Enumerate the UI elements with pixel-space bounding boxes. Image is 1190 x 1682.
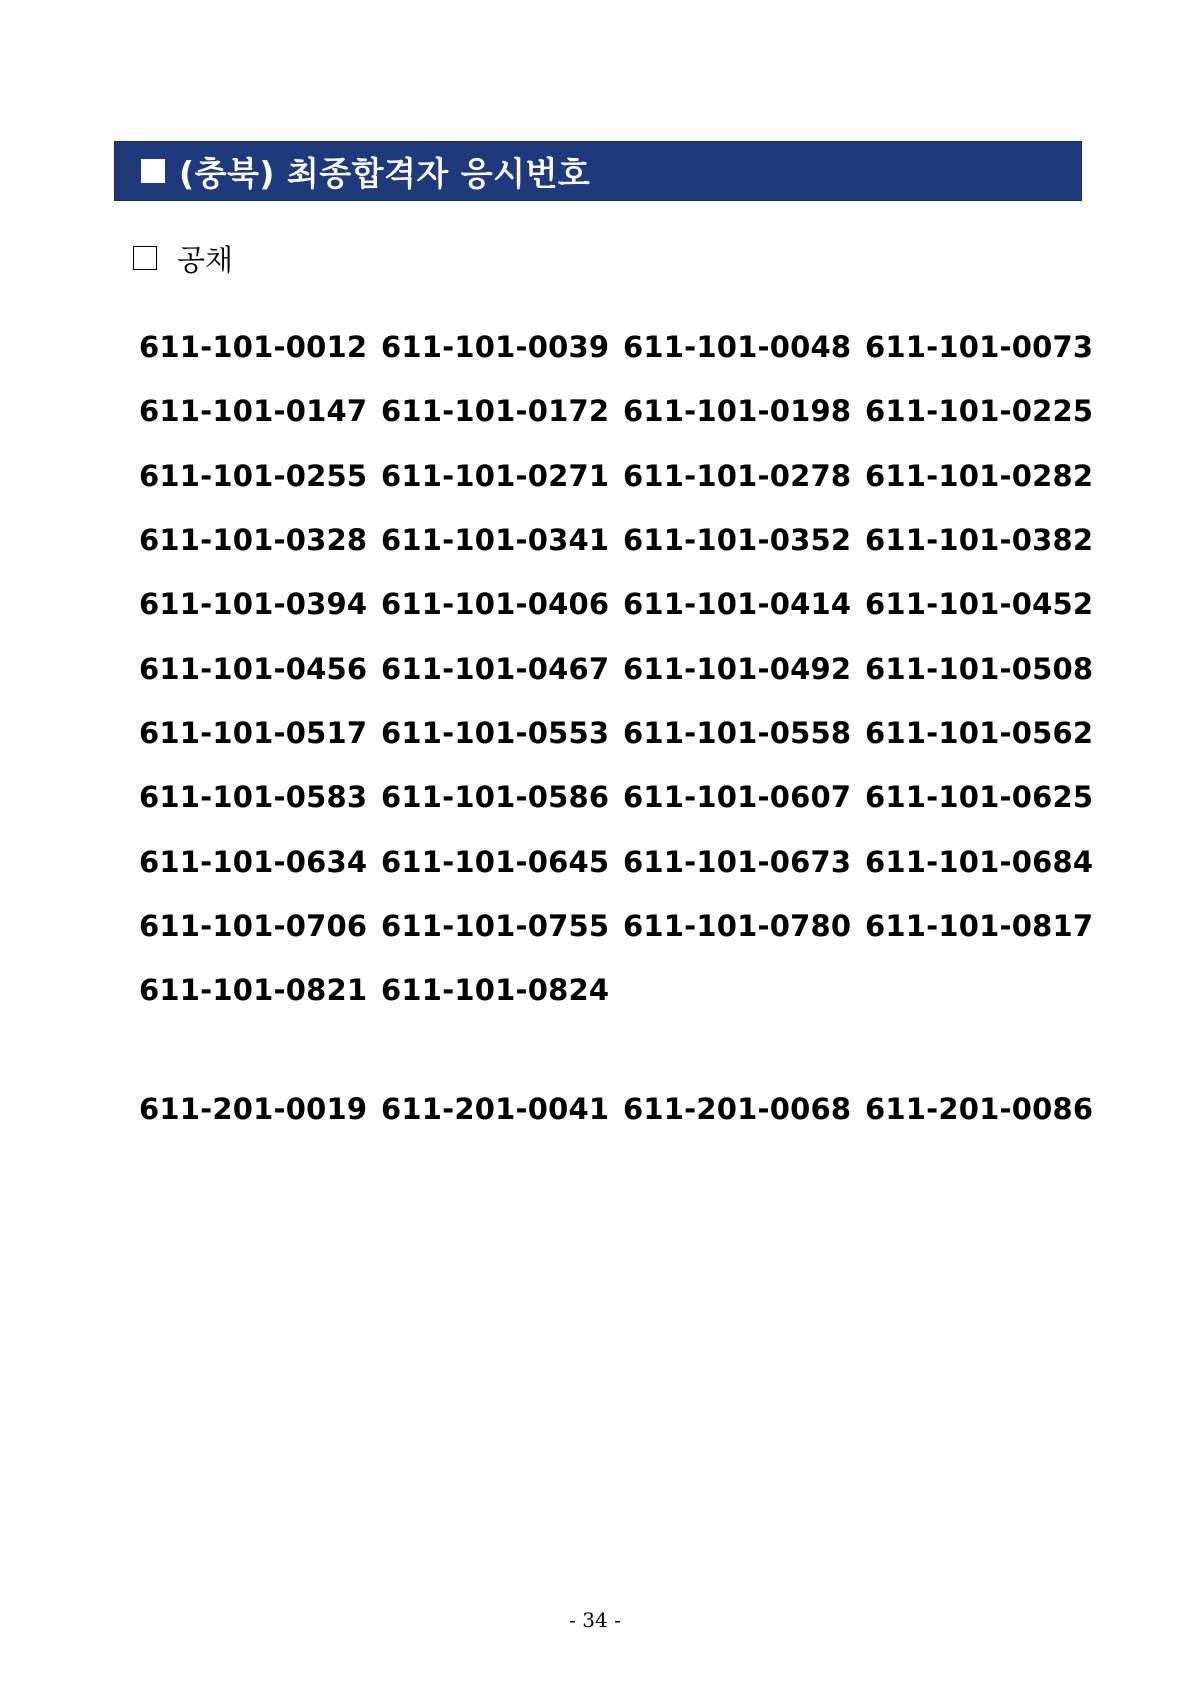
exam-number-row [139,379,1109,443]
exam-number: 611-101-0492 [623,651,852,686]
subsection-heading [133,238,233,278]
exam-number: 611-101-0414 [623,587,852,622]
exam-number: 611-201-0041 [381,1092,610,1127]
exam-number: 611-201-0019 [139,1092,368,1127]
exam-number-row [139,636,1109,700]
exam-number: 611-101-0824 [381,973,610,1008]
exam-number: 611-101-0225 [865,394,1094,429]
exam-number: 611-101-0508 [865,651,1094,686]
exam-number: 611-101-0517 [139,715,368,750]
exam-number: 611-101-0706 [139,908,368,943]
exam-number: 611-101-0817 [865,908,1094,943]
exam-number: 611-101-0282 [865,458,1094,493]
exam-number: 611-101-0012 [139,330,368,365]
section-title: (충북) 최종합격자 응시번호 [179,153,591,193]
exam-number: 611-101-0625 [865,780,1094,815]
exam-number: 611-101-0352 [623,523,852,558]
exam-number: 611-101-0147 [139,394,368,429]
exam-number: 611-101-0341 [381,523,610,558]
exam-number: 611-101-0278 [623,458,852,493]
exam-number: 611-101-0406 [381,587,610,622]
exam-number: 611-101-0039 [381,330,610,365]
subsection-label: 공채 [177,242,234,277]
exam-number-row [139,1077,1109,1141]
exam-number: 611-101-0382 [865,523,1094,558]
exam-number: 611-101-0271 [381,458,610,493]
exam-number: 611-101-0821 [139,973,368,1008]
exam-number: 611-101-0562 [865,715,1094,750]
exam-number: 611-101-0452 [865,587,1094,622]
exam-number-row [139,444,1109,508]
exam-number: 611-101-0583 [139,780,368,815]
exam-number: 611-101-0456 [139,651,368,686]
black-square-bullet-icon [141,159,165,183]
exam-number: 611-101-0553 [381,715,610,750]
exam-number: 611-101-0673 [623,844,852,879]
exam-number-row [139,508,1109,572]
exam-number: 611-201-0086 [865,1092,1094,1127]
exam-number-row [139,572,1109,636]
exam-number: 611-101-0073 [865,330,1094,365]
exam-number-list-b [139,1077,1109,1141]
exam-number-row [139,958,1109,1022]
exam-number-row [139,765,1109,829]
exam-number: 611-101-0467 [381,651,610,686]
exam-number-list-a [139,315,1109,1022]
exam-number: 611-101-0048 [623,330,852,365]
page-number: - 34 - [569,1608,621,1632]
exam-number: 611-101-0684 [865,844,1094,879]
exam-number: 611-101-0634 [139,844,368,879]
exam-number-row [139,701,1109,765]
exam-number: 611-101-0328 [139,523,368,558]
exam-number: 611-101-0198 [623,394,852,429]
exam-number-row [139,894,1109,958]
exam-number: 611-101-0558 [623,715,852,750]
empty-checkbox-bullet-icon [133,246,157,270]
exam-number: 611-101-0780 [623,908,852,943]
section-title-bar [114,141,1082,201]
exam-number: 611-101-0172 [381,394,610,429]
exam-number: 611-101-0255 [139,458,368,493]
exam-number: 611-101-0394 [139,587,368,622]
exam-number: 611-101-0645 [381,844,610,879]
exam-number-row [139,829,1109,893]
exam-number: 611-201-0068 [623,1092,852,1127]
exam-number-row [139,315,1109,379]
exam-number: 611-101-0607 [623,780,852,815]
exam-number: 611-101-0586 [381,780,610,815]
exam-number: 611-101-0755 [381,908,610,943]
